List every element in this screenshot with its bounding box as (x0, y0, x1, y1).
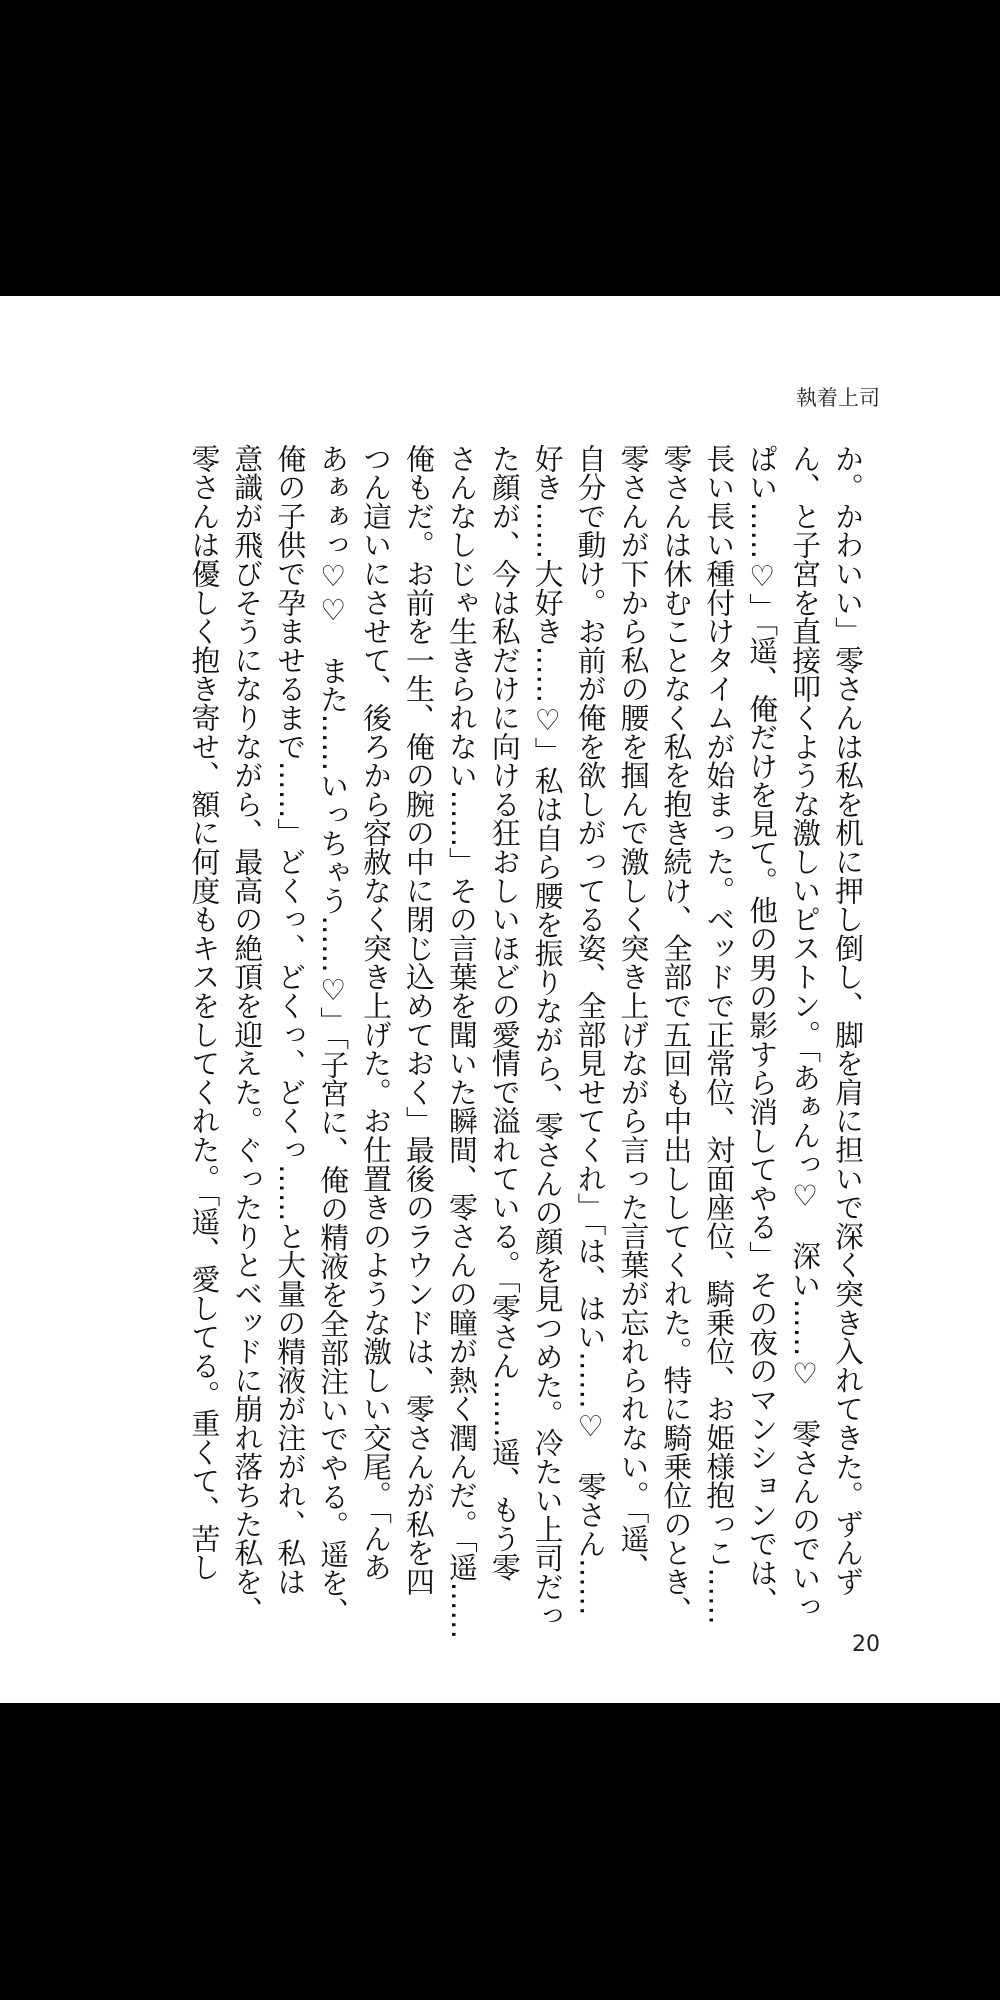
text-column: 零さんが下から私の腰を掴んで激しく突き上げながら言った言葉が忘れられない。「遥、 (616, 444, 651, 1582)
text-column: か。かわいい」零さんは私を机に押し倒し、脚を肩に担いで深く突き入れてきた。ずんず (831, 444, 865, 1596)
text-column: 意識が飛びそうになりながら、最高の絶頂を迎えた。ぐったりとベッドに崩れ落ちた私を、 (230, 444, 265, 1625)
text-column: 自分で動け。お前が俺を欲しがってる姿、全部見せてくれ」「は、はい……♡ 零さん…… (573, 444, 608, 1616)
text-column: つん這いにさせて、後ろから容赦なく突き上げた。お仕置きのような激しい交尾。「んあ (359, 444, 394, 1582)
text-column: 零さんは休むことなく私を抱き続け、全部で五回も中出ししてくれた。特に騎乗位のとき、 (659, 444, 694, 1625)
text-column: ぱい……♡」「遥、俺だけを見て。他の男の影すら消してやる」その夜のマンションでは、 (745, 444, 780, 1616)
running-title: 執着上司 (796, 386, 880, 410)
vertical-body-text (183, 444, 870, 1640)
text-column: 長い長い種付けタイムが始まった。ベッドで正常位、対面座位、騎乗位、お姫様抱っこ…… (702, 444, 737, 1625)
text-column: 俺もだ。お前を一生、俺の腕の中に閉じ込めておく」最後のラウンドは、零さんが私を四 (401, 444, 436, 1596)
book-page (0, 296, 1000, 1703)
text-column: 好き……大好き……♡」私は自ら腰を振りながら、零さんの顔を見つめた。冷たい上司だっ (530, 444, 565, 1630)
text-column: ん、と子宮を直接叩くような激しいピストン。「あぁんっ♡ 深い……♡ 零さんのでいっ (788, 444, 823, 1621)
text-column: た顔が、今は私だけに向ける狂おしいほどの愛情で溢れている。「零さん……遥、もう零 (487, 444, 522, 1582)
text-column: さんなしじゃ生きられない……」その言葉を聞いた瞬間、零さんの瞳が熱く潤んだ。「遥…… (444, 444, 479, 1640)
text-column: あぁぁっ♡♡ また……いっちゃう……♡」「子宮に、俺の精液を全部注いでやる。遥を、 (316, 444, 351, 1626)
text-column: 零さんは優しく抱き寄せ、額に何度もキスをしてくれた。「遥、愛してる。重くて、苦し (187, 444, 222, 1582)
text-column: 俺の子供で孕ませるまで……」どくっ、どくっ、どくっ……と大量の精液が注がれ、私は (273, 444, 308, 1596)
page-number: 20 (852, 1632, 880, 1657)
